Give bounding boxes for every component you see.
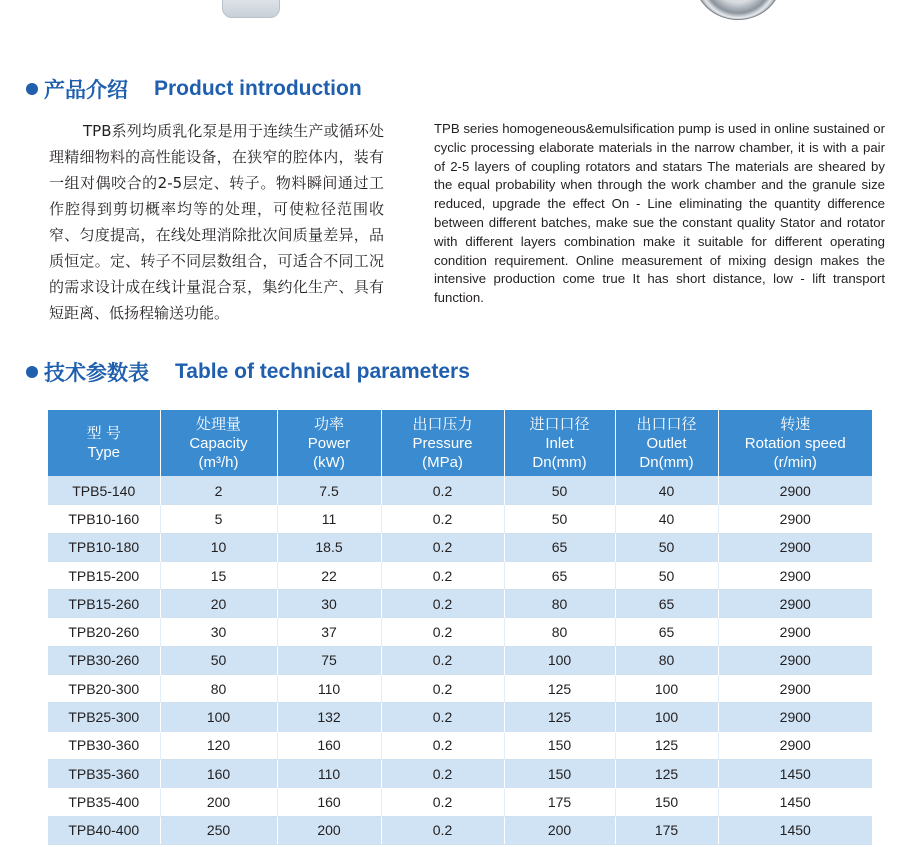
table-cell-outlet: 50 (615, 533, 718, 561)
table-cell-outlet: 40 (615, 477, 718, 505)
table-cell-capacity: 120 (160, 731, 277, 759)
table-cell-power: 160 (277, 788, 381, 816)
table-body (48, 477, 872, 845)
header-outlet-unit: Dn(mm) (639, 453, 694, 471)
table-cell-capacity: 50 (160, 646, 277, 674)
table-cell-pressure: 0.2 (381, 477, 504, 505)
table-cell-pressure: 0.2 (381, 618, 504, 646)
table-cell-inlet: 65 (504, 561, 615, 589)
table-cell-pressure: 0.2 (381, 590, 504, 618)
column-header-rotation-speed (718, 410, 872, 477)
table-cell-inlet: 50 (504, 505, 615, 533)
table-cell-rotation-speed: 2900 (718, 505, 872, 533)
table-cell-pressure: 0.2 (381, 759, 504, 787)
table-row (48, 477, 872, 505)
table-cell-outlet: 100 (615, 675, 718, 703)
table-row (48, 505, 872, 533)
table-cell-power: 110 (277, 675, 381, 703)
table-cell-inlet: 200 (504, 816, 615, 844)
header-power-unit: (kW) (313, 453, 345, 471)
table-cell-type: TPB10-180 (48, 533, 160, 561)
table-cell-inlet: 65 (504, 533, 615, 561)
table-cell-type: TPB20-300 (48, 675, 160, 703)
header-inlet-unit: Dn(mm) (532, 453, 587, 471)
intro-heading (26, 74, 362, 104)
table-cell-power: 22 (277, 561, 381, 589)
table-cell-power: 11 (277, 505, 381, 533)
bullet-icon (26, 366, 38, 378)
table-cell-pressure: 0.2 (381, 533, 504, 561)
table-cell-rotation-speed: 2900 (718, 618, 872, 646)
table-cell-capacity: 20 (160, 590, 277, 618)
table-cell-power: 18.5 (277, 533, 381, 561)
header-inlet-en: Inlet (545, 434, 574, 452)
table-cell-pressure: 0.2 (381, 675, 504, 703)
product-image-left (222, 0, 282, 20)
table-cell-power: 132 (277, 703, 381, 731)
table-row (48, 561, 872, 589)
header-rotation-speed-unit: (r/min) (773, 453, 817, 471)
table-cell-capacity: 5 (160, 505, 277, 533)
intro-title-en: Product introduction (154, 77, 362, 100)
table-cell-inlet: 80 (504, 590, 615, 618)
table-cell-outlet: 150 (615, 788, 718, 816)
table-cell-inlet: 80 (504, 618, 615, 646)
table-cell-outlet: 40 (615, 505, 718, 533)
header-power-en: Power (307, 434, 351, 452)
table-row (48, 618, 872, 646)
table-cell-pressure: 0.2 (381, 788, 504, 816)
table-row (48, 646, 872, 674)
table-cell-outlet: 65 (615, 590, 718, 618)
column-header-type (48, 410, 160, 477)
column-header-capacity (160, 410, 277, 477)
table-cell-power: 7.5 (277, 477, 381, 505)
table-cell-rotation-speed: 2900 (718, 533, 872, 561)
header-type-cn: 型 号 (86, 425, 121, 442)
table-row (48, 590, 872, 618)
table-cell-type: TPB35-360 (48, 759, 160, 787)
table-row (48, 816, 872, 844)
table-cell-pressure: 0.2 (381, 816, 504, 844)
table-cell-outlet: 125 (615, 731, 718, 759)
column-header-power (277, 410, 381, 477)
intro-body-en: TPB series homogeneous&emulsification pump is used in online sustained or cyclic processing elaborate materials in the narrow chamber, it is with a pair of 2-5 layers of coupling rotators and statars The materials are sheared by the equal probability when through the work chamber and the granule size reduced, upgrade the effect On - Line eliminating the quantity difference between different batches, make sue the constant quality Stator and rotator with different layers combination make it suitable for different operating condition requirement. Online measurement of mixing design makes the intensive production come true It has short distance, low - lift transport function. (434, 121, 885, 306)
table-cell-rotation-speed: 2900 (718, 703, 872, 731)
table-cell-type: TPB15-200 (48, 561, 160, 589)
table-cell-rotation-speed: 2900 (718, 731, 872, 759)
table-cell-type: TPB10-160 (48, 505, 160, 533)
params-table-container (48, 410, 872, 845)
header-power-cn: 功率 (313, 415, 344, 433)
table-cell-inlet: 100 (504, 646, 615, 674)
table-row (48, 675, 872, 703)
table-cell-outlet: 100 (615, 703, 718, 731)
table-header-row (48, 410, 872, 477)
table-cell-inlet: 150 (504, 759, 615, 787)
table-cell-type: TPB25-300 (48, 703, 160, 731)
column-header-outlet (615, 410, 718, 477)
table-cell-type: TPB15-260 (48, 590, 160, 618)
table-row (48, 731, 872, 759)
table-cell-rotation-speed: 2900 (718, 590, 872, 618)
table-cell-rotation-speed: 2900 (718, 675, 872, 703)
table-row (48, 533, 872, 561)
table-cell-power: 37 (277, 618, 381, 646)
header-outlet-cn: 出口口径 (636, 415, 697, 433)
table-cell-rotation-speed: 2900 (718, 561, 872, 589)
header-inlet-cn: 进口口径 (529, 415, 590, 433)
bullet-icon (26, 83, 38, 95)
params-heading (26, 357, 470, 387)
table-cell-power: 110 (277, 759, 381, 787)
table-cell-power: 160 (277, 731, 381, 759)
table-cell-power: 75 (277, 646, 381, 674)
table-cell-capacity: 200 (160, 788, 277, 816)
header-pressure-unit: (MPa) (422, 453, 463, 471)
table-cell-capacity: 2 (160, 477, 277, 505)
header-rotation-speed-cn: 转速 (780, 415, 811, 433)
table-cell-type: TPB30-260 (48, 646, 160, 674)
column-header-pressure (381, 410, 504, 477)
params-table (48, 410, 872, 845)
table-cell-capacity: 100 (160, 703, 277, 731)
table-cell-inlet: 125 (504, 675, 615, 703)
table-cell-type: TPB30-360 (48, 731, 160, 759)
header-type-en: Type (87, 444, 121, 461)
table-cell-inlet: 175 (504, 788, 615, 816)
table-cell-capacity: 250 (160, 816, 277, 844)
table-cell-rotation-speed: 1450 (718, 788, 872, 816)
header-rotation-speed-en: Rotation speed (744, 434, 846, 452)
table-cell-capacity: 80 (160, 675, 277, 703)
table-cell-rotation-speed: 2900 (718, 477, 872, 505)
table-cell-pressure: 0.2 (381, 703, 504, 731)
intro-title-cn: 产品介绍 (44, 79, 128, 102)
table-cell-capacity: 10 (160, 533, 277, 561)
header-pressure-en: Pressure (412, 434, 473, 452)
params-title-cn: 技术参数表 (44, 362, 149, 385)
table-row (48, 788, 872, 816)
table-cell-outlet: 65 (615, 618, 718, 646)
table-cell-inlet: 125 (504, 703, 615, 731)
column-header-inlet (504, 410, 615, 477)
table-cell-inlet: 150 (504, 731, 615, 759)
header-outlet-en: Outlet (646, 434, 687, 452)
table-cell-type: TPB5-140 (48, 477, 160, 505)
table-cell-outlet: 175 (615, 816, 718, 844)
table-row (48, 703, 872, 731)
params-title-en: Table of technical parameters (175, 360, 470, 383)
table-cell-pressure: 0.2 (381, 505, 504, 533)
table-cell-inlet: 50 (504, 477, 615, 505)
product-image-right (694, 0, 784, 20)
header-capacity-cn: 处理量 (195, 415, 241, 433)
table-cell-pressure: 0.2 (381, 561, 504, 589)
table-cell-type: TPB40-400 (48, 816, 160, 844)
table-cell-power: 30 (277, 590, 381, 618)
header-pressure-cn: 出口压力 (412, 415, 473, 433)
table-cell-outlet: 50 (615, 561, 718, 589)
table-cell-capacity: 15 (160, 561, 277, 589)
table-cell-type: TPB20-260 (48, 618, 160, 646)
table-row (48, 759, 872, 787)
table-cell-type: TPB35-400 (48, 788, 160, 816)
header-capacity-unit: (m³/h) (198, 453, 239, 471)
header-capacity-en: Capacity (189, 434, 248, 452)
table-cell-rotation-speed: 1450 (718, 759, 872, 787)
table-cell-capacity: 160 (160, 759, 277, 787)
intro-body-cn: TPB系列均质乳化泵是用于连续生产或循环处理精细物料的高性能设备，在狭窄的腔体内，装有一组对偶咬合的2-5层定、转子。物料瞬间通过工作腔得到剪切概率均等的处理，可使粒径范围收窄、匀度提高，在线处理消除批次间质量差异，品质恒定。定、转子不同层数组合，可适合不同工况的需求设计成在线计量混合泵，集约化生产、具有短距离、低扬程输送功能。 (49, 122, 384, 322)
table-cell-rotation-speed: 2900 (718, 646, 872, 674)
table-cell-pressure: 0.2 (381, 646, 504, 674)
table-cell-rotation-speed: 1450 (718, 816, 872, 844)
table-cell-outlet: 125 (615, 759, 718, 787)
table-cell-power: 200 (277, 816, 381, 844)
table-cell-outlet: 80 (615, 646, 718, 674)
table-cell-capacity: 30 (160, 618, 277, 646)
table-cell-pressure: 0.2 (381, 731, 504, 759)
